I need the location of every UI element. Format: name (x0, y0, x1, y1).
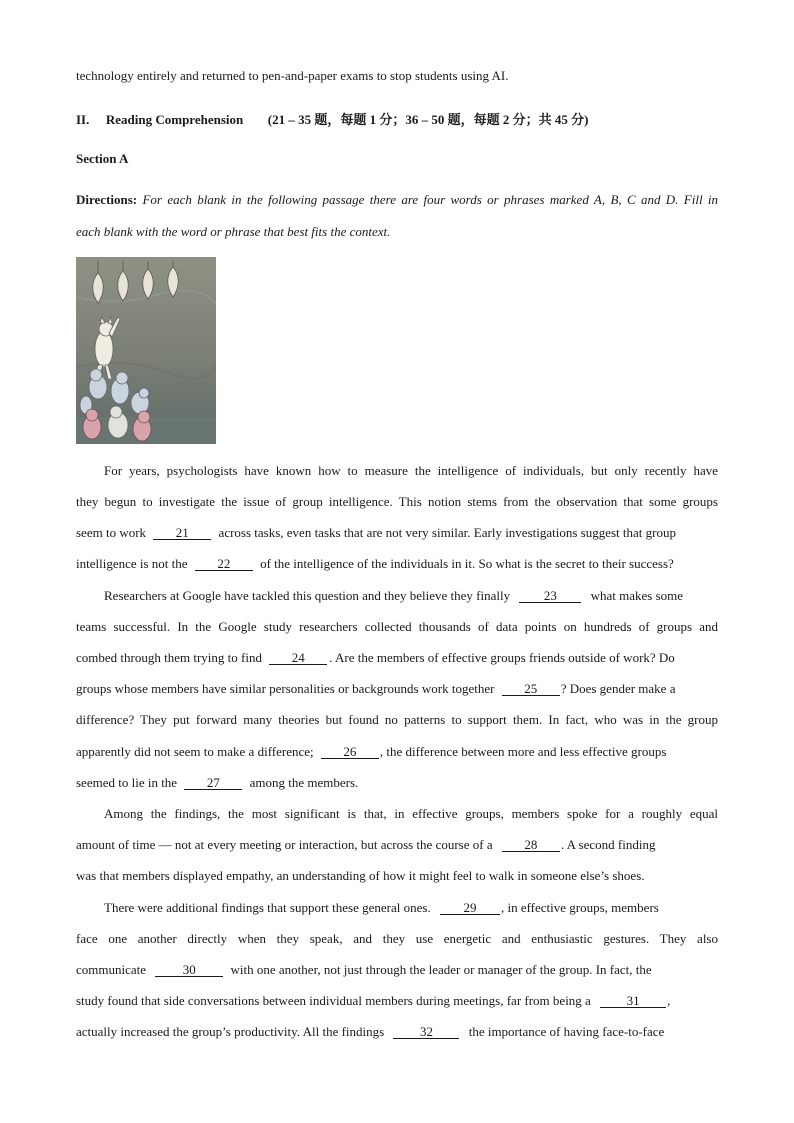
p1-line-4-text-a: intelligence is not the (76, 556, 188, 571)
section-a-heading: Section A (76, 151, 129, 166)
section-number: II. (76, 112, 90, 127)
p4-line-5-text-a: actually increased the group’s productivity. All the findings (76, 1024, 385, 1039)
p2-line-4-text-a: groups whose members have similar personalities or backgrounds work together (76, 681, 495, 696)
p3-line-2-text-a: amount of time — not at every meeting or interaction, but across the course of a (76, 837, 493, 852)
p2-line-1 (76, 588, 683, 604)
blank-22: 22 (195, 557, 253, 571)
p2-line-6-text-a: apparently did not seem to make a difference; (76, 744, 314, 759)
p3-line-2 (76, 837, 655, 853)
p2-line-3-text-b: . Are the members of effective groups friends outside of work? Do (329, 650, 675, 665)
blank-24: 24 (269, 651, 327, 665)
p4-line-5 (76, 1024, 664, 1040)
p2-line-4 (76, 681, 675, 697)
p2-line-3 (76, 650, 675, 666)
p4-line-4-text-b: , (667, 993, 671, 1008)
p4-line-2: face one another directly when they speak, and they use energetic and enthusiastic gestures. They also (76, 931, 718, 946)
directions-line-1 (76, 192, 718, 208)
p1-line-1: For years, psychologists have known how to measure the intelligence of individuals, but only recently have (104, 463, 718, 478)
intro-line: technology entirely and returned to pen-and-paper exams to stop students using AI. (76, 68, 509, 83)
p1-line-4 (76, 556, 674, 572)
blank-23: 23 (519, 589, 581, 603)
blank-28: 28 (502, 838, 560, 852)
p2-line-7-text-b: among the members. (249, 775, 359, 790)
p1-line-4-text-b: of the intelligence of the individuals in it. So what is the secret to their success? (260, 556, 674, 571)
p2-line-7 (76, 775, 358, 791)
directions-label: Directions: (76, 192, 138, 207)
p4-line-3-text-b: with one another, not just through the leader or manager of the group. In fact, the (230, 962, 652, 977)
p4-line-3-text-a: communicate (76, 962, 147, 977)
blank-29: 29 (440, 901, 500, 915)
directions-text-1: For each blank in the following passage there are four words or phrases marked A, B, C and D. Fill in (142, 192, 719, 207)
p2-line-2: teams successful. In the Google study researchers collected thousands of data points on hundreds of groups and (76, 619, 718, 634)
p2-line-3-text-a: combed through them trying to find (76, 650, 262, 665)
section-title: Reading Comprehension (105, 112, 244, 127)
p2-line-4-text-b: ? Does gender make a (560, 681, 676, 696)
p4-line-1 (76, 900, 659, 916)
p3-line-2-text-b: . A second finding (560, 837, 656, 852)
p4-line-1-text-a: There were additional findings that support these general ones. (104, 900, 431, 915)
p3-line-3: was that members displayed empathy, an understanding of how it might feel to walk in someone else’s shoes. (76, 868, 645, 883)
p1-line-2: they begun to investigate the issue of group intelligence. This notion stems from the observation that some groups (76, 494, 718, 509)
blank-26: 26 (321, 745, 379, 759)
section-heading (76, 109, 588, 128)
p4-line-4-text-a: study found that side conversations between individual members during meetings, far from being a (76, 993, 591, 1008)
blank-31: 31 (600, 994, 666, 1008)
p2-line-6-text-b: , the difference between more and less effective groups (379, 744, 667, 759)
p1-line-3-text-b: across tasks, even tasks that are not very similar. Early investigations suggest that group (218, 525, 676, 540)
blank-25: 25 (502, 682, 560, 696)
p4-line-5-text-b: the importance of having face-to-face (468, 1024, 665, 1039)
p2-line-7-text-a: seemed to lie in the (76, 775, 178, 790)
directions-line-2: each blank with the word or phrase that best fits the context. (76, 224, 391, 239)
p3-line-1: Among the findings, the most significant is that, in effective groups, members spoke for a roughly equal (104, 806, 718, 821)
blank-27: 27 (184, 776, 242, 790)
p4-line-3 (76, 962, 652, 978)
blank-32: 32 (393, 1025, 459, 1039)
blank-21: 21 (153, 526, 211, 540)
cats-fish-illustration (76, 257, 216, 444)
p2-line-5: difference? They put forward many theories but found no patterns to support them. In fact, who was in the group (76, 712, 718, 727)
p2-line-1-text-b: what makes some (590, 588, 684, 603)
blank-30: 30 (155, 963, 223, 977)
p4-line-4 (76, 993, 670, 1009)
p1-line-3-text-a: seem to work (76, 525, 147, 540)
p1-line-3 (76, 525, 676, 541)
section-scoring: (21 – 35 题，每题 1 分；36 – 50 题，每题 2 分；共 45 分) (267, 112, 589, 127)
p2-line-1-text-a: Researchers at Google have tackled this question and they believe they finally (104, 588, 511, 603)
p4-line-1-text-b: , in effective groups, members (500, 900, 659, 915)
p2-line-6 (76, 744, 666, 760)
